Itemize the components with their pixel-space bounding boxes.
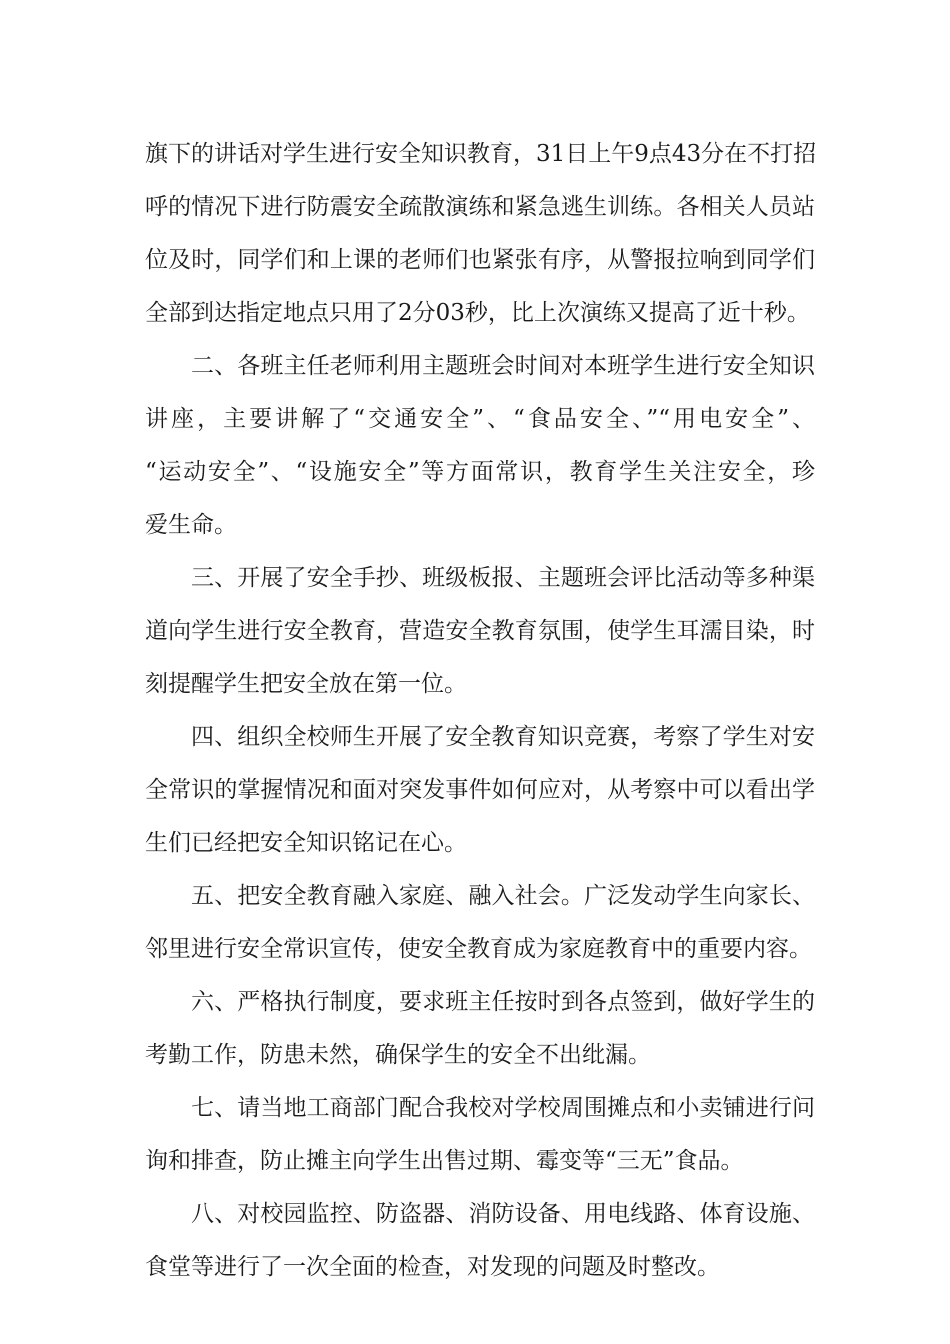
paragraph-1-line-2: 呼的情况下进行防震安全疏散演练和紧急逃生训练。各相关人员站 xyxy=(145,194,815,220)
paragraph-4-line-2: 全常识的掌握情况和面对突发事件如何应对，从考察中可以看出学 xyxy=(145,777,815,803)
paragraph-3-line-3: 刻提醒学生把安全放在第一位。 xyxy=(145,671,467,697)
paragraph-2-line-2: 讲座，主要讲解了“交通安全”、“食品安全、”“用电安全”、 xyxy=(145,406,815,432)
paragraph-4-line-1: 四、组织全校师生开展了安全教育知识竞赛，考察了学生对安 xyxy=(191,724,815,750)
document-body xyxy=(145,128,815,1294)
paragraph-1-line-3: 位及时，同学们和上课的老师们也紧张有序，从警报拉响到同学们 xyxy=(145,247,815,273)
paragraph-5-line-1: 五、把安全教育融入家庭、融入社会。广泛发动学生向家长、 xyxy=(191,883,815,909)
paragraph-7-line-2: 询和排查，防止摊主向学生出售过期、霉变等“三无”食品。 xyxy=(145,1148,744,1174)
paragraph-4-line-3: 生们已经把安全知识铭记在心。 xyxy=(145,830,467,856)
paragraph-2-line-3: “运动安全”、“设施安全”等方面常识，教育学生关注安全，珍 xyxy=(145,459,815,485)
paragraph-1-line-4: 全部到达指定地点只用了2分03秒，比上次演练又提高了近十秒。 xyxy=(145,300,810,326)
paragraph-6-line-1: 六、严格执行制度，要求班主任按时到各点签到，做好学生的 xyxy=(191,989,815,1015)
paragraph-2-line-1: 二、各班主任老师利用主题班会时间对本班学生进行安全知识 xyxy=(191,353,815,379)
paragraph-8-line-1: 八、对校园监控、防盗器、消防设备、用电线路、体育设施、 xyxy=(191,1201,815,1227)
paragraph-1-line-1: 旗下的讲话对学生进行安全知识教育，31日上午9点43分在不打招 xyxy=(145,141,817,167)
paragraph-8-line-2: 食堂等进行了一次全面的检查，对发现的问题及时整改。 xyxy=(145,1254,720,1280)
paragraph-2-line-4: 爱生命。 xyxy=(145,512,237,538)
paragraph-3-line-2: 道向学生进行安全教育，营造安全教育氛围，使学生耳濡目染，时 xyxy=(145,618,815,644)
paragraph-7-line-1: 七、请当地工商部门配合我校对学校周围摊点和小卖铺进行问 xyxy=(191,1095,815,1121)
paragraph-6-line-2: 考勤工作，防患未然，确保学生的安全不出纰漏。 xyxy=(145,1042,651,1068)
paragraph-3-line-1: 三、开展了安全手抄、班级板报、主题班会评比活动等多种渠 xyxy=(191,565,815,591)
paragraph-5-line-2: 邻里进行安全常识宣传，使安全教育成为家庭教育中的重要内容。 xyxy=(145,936,812,962)
